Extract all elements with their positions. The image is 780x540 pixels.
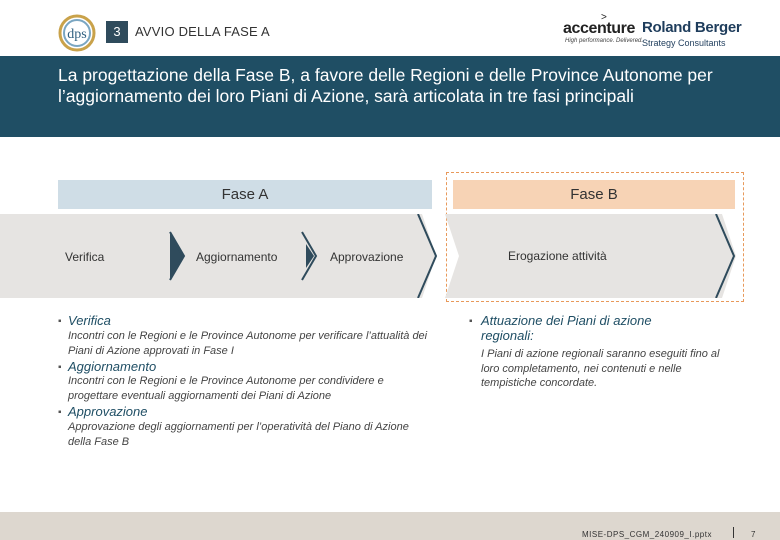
left-bullet-title: Approvazione — [68, 404, 148, 419]
bullet-icon: ▪ — [469, 316, 473, 327]
roland-berger-logo — [642, 18, 742, 48]
footer-separator — [733, 527, 734, 538]
bullet-icon: ▪ — [58, 362, 62, 373]
slide-title: La progettazione della Fase B, a favore delle Regioni e delle Province Autonome per l’aggiornamento dei loro Piani di Azione, sarà articolata in tre fasi principali — [58, 65, 713, 106]
accenture-name: accenture — [563, 20, 635, 37]
bullet-icon: ▪ — [58, 407, 62, 418]
step-approvazione: Approvazione — [330, 250, 404, 264]
accenture-logo — [563, 12, 644, 48]
section-title: AVVIO DELLA FASE A — [135, 24, 270, 39]
phase-b-label: Fase B — [570, 186, 618, 203]
svg-text:dps: dps — [67, 27, 87, 42]
step-aggiornamento: Aggiornamento — [196, 250, 278, 264]
roland-berger-name: Roland Berger — [642, 19, 742, 36]
step-verifica: Verifica — [65, 250, 105, 264]
footer-filename: MISE-DPS_CGM_240909_I.pptx — [582, 530, 712, 539]
accenture-tagline: High performance. Delivered. — [565, 38, 644, 44]
bullet-icon: ▪ — [58, 316, 62, 327]
accenture-mark-icon: > — [601, 12, 607, 23]
left-bullet-text: Approvazione degli aggiornamenti per l’operatività del Piano di Azione della Fase B — [68, 421, 409, 448]
left-bullet-text: Incontri con le Regioni e le Province Autonome per verificare l’attualità dei Piani di Azione approvati in Fase I — [68, 330, 428, 357]
phase-a-label: Fase A — [221, 186, 269, 203]
step-erogazione: Erogazione attività — [508, 249, 607, 263]
roland-berger-sub: Strategy Consultants — [642, 38, 726, 48]
dps-logo — [58, 14, 96, 52]
section-number: 3 — [106, 21, 128, 43]
left-bullet-title: Verifica — [68, 313, 111, 328]
left-bullet-title: Aggiornamento — [68, 359, 157, 374]
left-bullet-text: Incontri con le Regioni e le Province Autonome per condividere e progettare eventuali aggiornamenti dei Piani di Azione — [68, 375, 384, 402]
page-number: 7 — [751, 530, 756, 539]
right-bullet-title: Attuazione dei Piani di azione regionali: — [481, 313, 652, 343]
right-bullet-text: I Piani di azione regionali saranno eseguiti fino al loro completamento, nei contenuti e nelle tempistiche concordate. — [481, 348, 720, 389]
